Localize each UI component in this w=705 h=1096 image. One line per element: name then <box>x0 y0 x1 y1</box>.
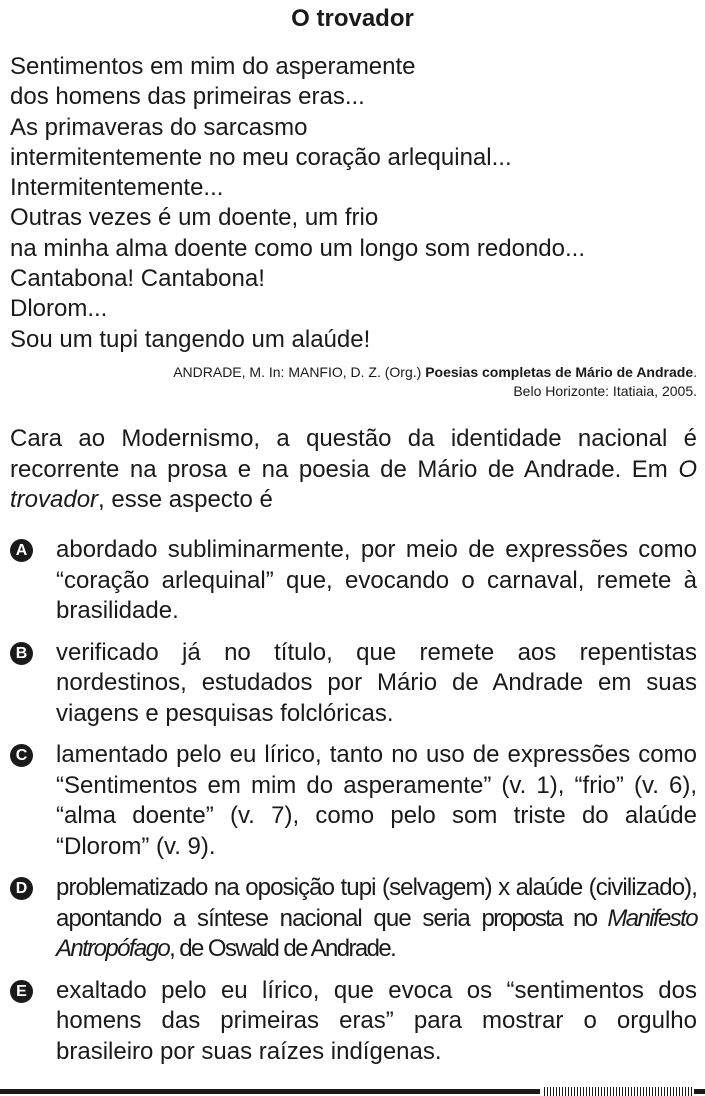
question-text-end: , esse aspecto é <box>98 486 273 513</box>
citation <box>17 363 697 401</box>
option-b-letter-icon: B <box>10 642 33 665</box>
option-c-text: lamentado pelo eu lírico, tanto no uso de expressões como “Sentimentos em mim do asperamente” (v. 1), “frio” (v. 6), “alma doente” (v. 7), como pelo som triste do alaúde “Dlorom” (v. 9). <box>56 741 697 860</box>
option-e[interactable] <box>10 976 697 1068</box>
option-e-text: exaltado pelo eu lírico, que evoca os “sentimentos dos homens das primeiras eras” para mostrar o orgulho brasileiro por suas raízes indígenas. <box>56 976 697 1065</box>
question-work-title: O trovador <box>10 455 697 513</box>
poem-line: dos homens das primeiras eras... <box>10 83 365 111</box>
poem-line: Sentimentos em mim do asperamente <box>10 53 416 80</box>
poem-line: intermitentemente no meu coração arlequinal... <box>10 143 512 171</box>
poem-line: Intermitentemente... <box>10 174 224 202</box>
option-d-text-middle: proposta no <box>481 904 608 932</box>
citation-book-title: Poesias completas de Mário de Andrade <box>425 364 694 380</box>
option-d-text-end: , de Oswald de Andrade. <box>169 935 396 962</box>
poem-line: Sou um tupi tangendo um alaúde! <box>10 325 371 353</box>
footer-rule <box>0 1089 540 1094</box>
citation-authors: ANDRADE, M. In: MANFIO, D. Z. (Org.) <box>173 364 426 380</box>
option-c-letter-icon: C <box>10 744 33 767</box>
question-stem <box>10 424 697 516</box>
option-d-manifesto-title: Manifesto Antropófago <box>56 904 697 962</box>
option-d-text-start: problematizado na oposição tupi (selvagem) x alaúde (civilizado), apontando a síntese nacional que seria <box>56 874 697 932</box>
poem-line: As primaveras do sarcasmo <box>10 113 308 141</box>
option-b[interactable] <box>10 638 697 730</box>
option-b-text: verificado já no título, que remete aos repentistas nordestinos, estudados por Mário de Andrade em suas viagens e pesquisas folclóricas. <box>56 638 697 727</box>
option-c[interactable] <box>10 740 697 862</box>
poem-line: na minha alma doente como um longo som redondo... <box>10 234 586 262</box>
poem <box>10 52 700 355</box>
answer-options <box>10 535 697 1078</box>
option-d-text <box>56 873 697 965</box>
citation-period: . <box>693 364 697 380</box>
poem-line: Outras vezes é um doente, um frio <box>10 204 379 232</box>
citation-line-2: Belo Horizonte: Itatiaia, 2005. <box>513 383 697 399</box>
citation-line-1 <box>17 363 697 382</box>
footer-rule-end <box>694 1089 705 1094</box>
poem-line: Cantabona! Cantabona! <box>10 265 265 293</box>
option-e-letter-icon: E <box>10 980 33 1003</box>
option-a-letter-icon: A <box>10 539 33 562</box>
question-text: Cara ao Modernismo, a questão da identidade nacional é recorrente na prosa e na poesia de Mário de Andrade. Em <box>10 425 697 483</box>
option-d-letter-icon: D <box>10 877 33 900</box>
footer-tick-marks <box>544 1087 694 1096</box>
poem-line: Dlorom... <box>10 295 108 323</box>
page-title: O trovador <box>291 5 414 32</box>
option-a[interactable] <box>10 535 697 627</box>
option-a-text: abordado subliminarmente, por meio de expressões como “coração arlequinal” que, evocando o carnaval, remete à brasilidade. <box>56 536 697 624</box>
option-d[interactable] <box>10 873 697 965</box>
